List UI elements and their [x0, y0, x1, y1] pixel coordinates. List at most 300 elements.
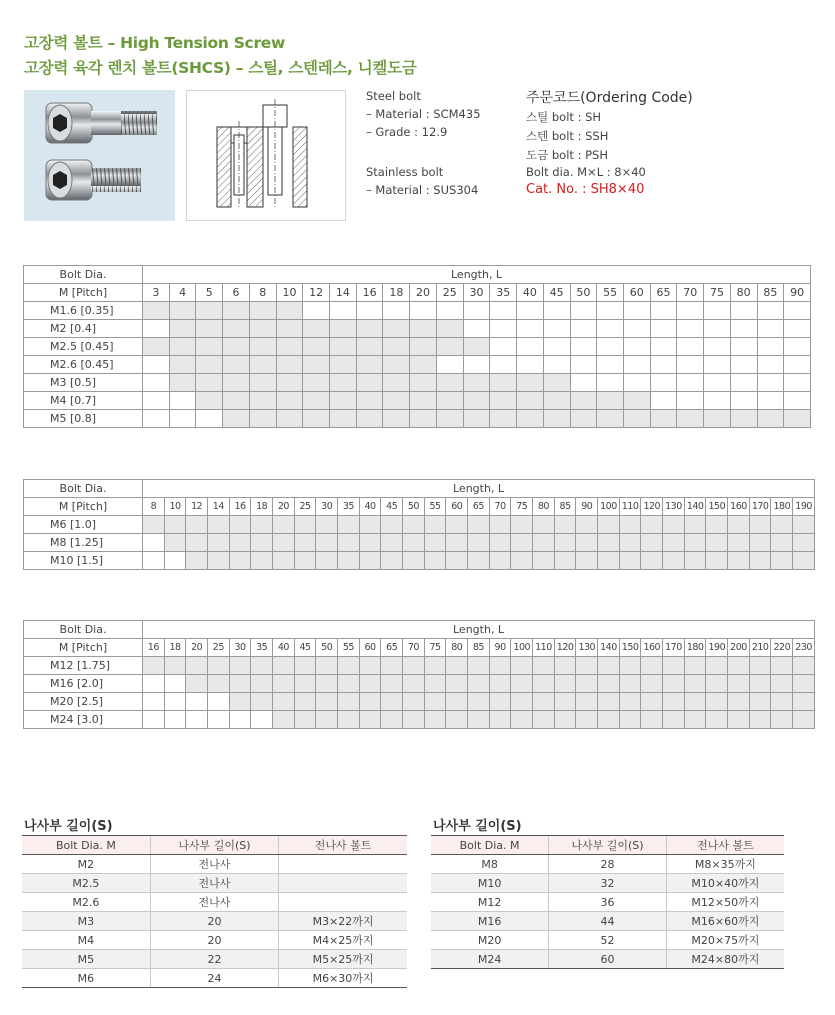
available-cell: [684, 657, 706, 675]
available-cell: [619, 552, 641, 570]
available-cell: [597, 392, 624, 410]
column-header: Bolt Dia. M: [22, 836, 150, 855]
available-cell: [554, 552, 576, 570]
table-row: [431, 893, 784, 912]
available-cell: [316, 534, 338, 552]
available-cell: [338, 711, 360, 729]
available-cell: [554, 693, 576, 711]
table-row: [24, 338, 811, 356]
available-cell: [641, 657, 663, 675]
table-row: [24, 552, 815, 570]
available-cell: [468, 516, 490, 534]
header-pitch: M [Pitch]: [24, 639, 143, 657]
available-cell: [728, 711, 750, 729]
empty-cell: [463, 320, 490, 338]
available-cell: [663, 552, 685, 570]
thread-length-title-right: 나사부 길이(S): [433, 819, 522, 834]
empty-cell: [143, 410, 170, 428]
bolt-dia-label: M8 [1.25]: [24, 534, 143, 552]
length-tick: 90: [576, 498, 598, 516]
available-cell: [511, 552, 533, 570]
table-cell: 20: [150, 931, 278, 950]
available-cell: [468, 711, 490, 729]
length-tick: 30: [463, 284, 490, 302]
available-cell: [598, 711, 620, 729]
column-header: 전나사 볼트: [279, 836, 407, 855]
available-cell: [143, 338, 170, 356]
available-cell: [251, 516, 273, 534]
length-tick: 35: [490, 284, 517, 302]
available-cell: [684, 675, 706, 693]
available-cell: [728, 534, 750, 552]
available-cell: [663, 657, 685, 675]
available-cell: [381, 516, 403, 534]
available-cell: [330, 374, 357, 392]
available-cell: [623, 392, 650, 410]
empty-cell: [623, 374, 650, 392]
available-cell: [728, 675, 750, 693]
available-cell: [383, 374, 410, 392]
length-tick: 65: [468, 498, 490, 516]
empty-cell: [650, 302, 677, 320]
bolt-dia-label: M5 [0.8]: [24, 410, 143, 428]
length-tick: 190: [793, 498, 815, 516]
table-cell: M3×22까지: [279, 912, 407, 931]
available-cell: [793, 552, 815, 570]
available-cell: [749, 675, 771, 693]
available-cell: [511, 516, 533, 534]
table-cell: 32: [549, 874, 667, 893]
available-cell: [223, 374, 250, 392]
table-row: [22, 969, 407, 988]
available-cell: [623, 410, 650, 428]
table-cell: 22: [150, 950, 278, 969]
table-row: [431, 874, 784, 893]
empty-cell: [164, 675, 186, 693]
available-cell: [208, 657, 230, 675]
available-cell: [330, 338, 357, 356]
available-cell: [436, 392, 463, 410]
bolt-dia-label: M16 [2.0]: [24, 675, 143, 693]
empty-cell: [410, 302, 437, 320]
length-tick: 100: [511, 639, 533, 657]
available-cell: [749, 711, 771, 729]
empty-cell: [330, 302, 357, 320]
available-cell: [598, 534, 620, 552]
available-cell: [793, 711, 815, 729]
available-cell: [196, 302, 223, 320]
available-cell: [249, 302, 276, 320]
available-cell: [403, 693, 425, 711]
available-cell: [229, 693, 251, 711]
empty-cell: [186, 693, 208, 711]
header-row: [22, 836, 407, 855]
empty-cell: [436, 356, 463, 374]
empty-cell: [677, 392, 704, 410]
available-cell: [294, 552, 316, 570]
available-cell: [771, 534, 793, 552]
available-cell: [410, 392, 437, 410]
length-tick: 70: [403, 639, 425, 657]
available-cell: [208, 534, 230, 552]
available-cell: [276, 320, 303, 338]
length-tick: 90: [784, 284, 811, 302]
available-cell: [436, 338, 463, 356]
available-cell: [570, 410, 597, 428]
empty-cell: [597, 302, 624, 320]
available-cell: [186, 534, 208, 552]
available-cell: [303, 392, 330, 410]
available-cell: [229, 534, 251, 552]
available-cell: [468, 657, 490, 675]
available-cell: [356, 338, 383, 356]
available-cell: [196, 392, 223, 410]
available-cell: [381, 534, 403, 552]
length-tick: 180: [684, 639, 706, 657]
length-tick: 110: [533, 639, 555, 657]
available-cell: [641, 516, 663, 534]
table-row: [22, 874, 407, 893]
available-cell: [554, 516, 576, 534]
available-cell: [749, 534, 771, 552]
available-cell: [316, 657, 338, 675]
table-row: [24, 302, 811, 320]
length-tick: 210: [749, 639, 771, 657]
available-cell: [554, 675, 576, 693]
length-tick: 80: [730, 284, 757, 302]
length-tick: 25: [208, 639, 230, 657]
available-cell: [223, 320, 250, 338]
empty-cell: [784, 302, 811, 320]
bolt-dia-label: M4 [0.7]: [24, 392, 143, 410]
empty-cell: [730, 338, 757, 356]
available-cell: [517, 392, 544, 410]
available-cell: [706, 516, 728, 534]
column-header: 나사부 길이(S): [150, 836, 278, 855]
length-tick: 45: [294, 639, 316, 657]
length-tick: 150: [706, 498, 728, 516]
bolt-photo: [24, 90, 175, 221]
empty-cell: [650, 320, 677, 338]
length-tick: 60: [623, 284, 650, 302]
length-tick: 85: [468, 639, 490, 657]
empty-cell: [543, 320, 570, 338]
available-cell: [619, 711, 641, 729]
available-cell: [436, 410, 463, 428]
table-cell: M5×25까지: [279, 950, 407, 969]
length-tick: 50: [316, 639, 338, 657]
available-cell: [424, 693, 446, 711]
length-tick: 20: [186, 639, 208, 657]
table-cell: M4: [22, 931, 150, 950]
length-table-large: [23, 620, 815, 729]
length-tick: 120: [641, 498, 663, 516]
empty-cell: [623, 320, 650, 338]
available-cell: [381, 657, 403, 675]
length-tick-row: [24, 284, 811, 302]
available-cell: [381, 675, 403, 693]
available-cell: [383, 392, 410, 410]
available-cell: [424, 675, 446, 693]
empty-cell: [650, 338, 677, 356]
empty-cell: [570, 356, 597, 374]
thread-length-title-left: 나사부 길이(S): [24, 819, 113, 834]
available-cell: [403, 552, 425, 570]
table-cell: M8×35까지: [666, 855, 784, 874]
available-cell: [273, 711, 295, 729]
length-tick: 70: [489, 498, 511, 516]
available-cell: [446, 657, 468, 675]
available-cell: [533, 657, 555, 675]
available-cell: [489, 516, 511, 534]
length-tick: 3: [143, 284, 170, 302]
empty-cell: [143, 392, 170, 410]
empty-cell: [677, 338, 704, 356]
available-cell: [294, 534, 316, 552]
available-cell: [749, 657, 771, 675]
length-tick: 55: [597, 284, 624, 302]
page-title: 고장력 볼트 – High Tension Screw: [24, 34, 286, 52]
available-cell: [650, 410, 677, 428]
empty-cell: [463, 356, 490, 374]
length-tick: 50: [403, 498, 425, 516]
available-cell: [489, 657, 511, 675]
available-cell: [276, 392, 303, 410]
available-cell: [303, 356, 330, 374]
length-tick: 130: [663, 498, 685, 516]
available-cell: [771, 657, 793, 675]
available-cell: [598, 552, 620, 570]
empty-cell: [757, 392, 784, 410]
available-cell: [706, 534, 728, 552]
available-cell: [706, 657, 728, 675]
available-cell: [511, 534, 533, 552]
length-tick: 75: [424, 639, 446, 657]
available-cell: [249, 320, 276, 338]
empty-cell: [730, 302, 757, 320]
length-tick: 75: [511, 498, 533, 516]
table-cell: M6×30까지: [279, 969, 407, 988]
empty-cell: [196, 410, 223, 428]
empty-cell: [704, 374, 731, 392]
column-header: 나사부 길이(S): [549, 836, 667, 855]
available-cell: [273, 534, 295, 552]
available-cell: [229, 657, 251, 675]
available-cell: [316, 516, 338, 534]
available-cell: [576, 657, 598, 675]
available-cell: [793, 657, 815, 675]
available-cell: [330, 392, 357, 410]
length-tick: 75: [704, 284, 731, 302]
available-cell: [356, 410, 383, 428]
empty-cell: [704, 338, 731, 356]
empty-cell: [383, 302, 410, 320]
available-cell: [771, 693, 793, 711]
available-cell: [316, 711, 338, 729]
available-cell: [403, 516, 425, 534]
length-tick: 10: [164, 498, 186, 516]
header-row: [431, 836, 784, 855]
available-cell: [359, 534, 381, 552]
available-cell: [490, 410, 517, 428]
available-cell: [728, 516, 750, 534]
available-cell: [223, 392, 250, 410]
available-cell: [410, 410, 437, 428]
available-cell: [490, 374, 517, 392]
table-cell: M24×80까지: [666, 950, 784, 969]
length-tick: 40: [273, 639, 295, 657]
length-tick: 65: [650, 284, 677, 302]
available-cell: [186, 552, 208, 570]
available-cell: [249, 356, 276, 374]
available-cell: [424, 552, 446, 570]
available-cell: [468, 534, 490, 552]
available-cell: [533, 534, 555, 552]
length-tick: 12: [303, 284, 330, 302]
available-cell: [619, 675, 641, 693]
available-cell: [576, 516, 598, 534]
available-cell: [684, 693, 706, 711]
length-tick: 14: [208, 498, 230, 516]
length-tick: 170: [663, 639, 685, 657]
available-cell: [143, 657, 165, 675]
available-cell: [410, 356, 437, 374]
available-cell: [330, 320, 357, 338]
table-row: [431, 855, 784, 874]
bolt-dia-label: M1.6 [0.35]: [24, 302, 143, 320]
table-cell: 20: [150, 912, 278, 931]
available-cell: [316, 552, 338, 570]
bolt-dia-label: M3 [0.5]: [24, 374, 143, 392]
available-cell: [576, 693, 598, 711]
order-line-steel: 스틸 bolt : SH: [526, 110, 602, 124]
available-cell: [303, 338, 330, 356]
available-cell: [294, 675, 316, 693]
length-tick: 18: [251, 498, 273, 516]
available-cell: [356, 374, 383, 392]
available-cell: [704, 410, 731, 428]
header-length: Length, L: [143, 480, 815, 498]
empty-cell: [517, 356, 544, 374]
table-row: [22, 931, 407, 950]
empty-cell: [490, 338, 517, 356]
empty-cell: [784, 338, 811, 356]
available-cell: [338, 675, 360, 693]
available-cell: [223, 302, 250, 320]
available-cell: [196, 338, 223, 356]
bolt-dia-label: M12 [1.75]: [24, 657, 143, 675]
length-tick: 130: [576, 639, 598, 657]
available-cell: [576, 711, 598, 729]
available-cell: [294, 711, 316, 729]
available-cell: [164, 534, 186, 552]
length-tick: 6: [223, 284, 250, 302]
column-header: 전나사 볼트: [666, 836, 784, 855]
available-cell: [383, 338, 410, 356]
length-tick: 140: [598, 639, 620, 657]
available-cell: [706, 711, 728, 729]
available-cell: [749, 552, 771, 570]
table-row: [24, 693, 815, 711]
available-cell: [196, 374, 223, 392]
available-cell: [463, 392, 490, 410]
table-cell: M10: [431, 874, 549, 893]
order-line-stainless: 스텐 bolt : SSH: [526, 129, 609, 143]
empty-cell: [169, 410, 196, 428]
table-cell: [279, 893, 407, 912]
available-cell: [356, 320, 383, 338]
available-cell: [793, 675, 815, 693]
column-header: Bolt Dia. M: [431, 836, 549, 855]
empty-cell: [757, 302, 784, 320]
available-cell: [619, 657, 641, 675]
available-cell: [330, 356, 357, 374]
available-cell: [359, 552, 381, 570]
available-cell: [338, 693, 360, 711]
available-cell: [223, 356, 250, 374]
bolt-dia-label: M2.5 [0.45]: [24, 338, 143, 356]
available-cell: [359, 693, 381, 711]
available-cell: [251, 534, 273, 552]
empty-cell: [704, 356, 731, 374]
available-cell: [196, 356, 223, 374]
table-cell: M10×40까지: [666, 874, 784, 893]
available-cell: [641, 534, 663, 552]
available-cell: [186, 675, 208, 693]
table-cell: 44: [549, 912, 667, 931]
empty-cell: [784, 374, 811, 392]
length-tick: 10: [276, 284, 303, 302]
available-cell: [463, 410, 490, 428]
available-cell: [576, 552, 598, 570]
length-tick: 45: [543, 284, 570, 302]
header-row: [24, 266, 811, 284]
empty-cell: [356, 302, 383, 320]
available-cell: [249, 392, 276, 410]
bolt-section-drawing: [186, 90, 346, 221]
available-cell: [294, 516, 316, 534]
length-tick: 35: [338, 498, 360, 516]
table-row: [431, 912, 784, 931]
empty-cell: [570, 320, 597, 338]
table-row: [24, 711, 815, 729]
available-cell: [303, 374, 330, 392]
available-cell: [468, 675, 490, 693]
empty-cell: [229, 711, 251, 729]
empty-cell: [143, 534, 165, 552]
available-cell: [223, 410, 250, 428]
available-cell: [251, 657, 273, 675]
available-cell: [251, 693, 273, 711]
available-cell: [641, 711, 663, 729]
header-bolt-dia: Bolt Dia.: [24, 621, 143, 639]
table-cell: 36: [549, 893, 667, 912]
available-cell: [749, 693, 771, 711]
length-tick: 190: [706, 639, 728, 657]
length-tick: 4: [169, 284, 196, 302]
empty-cell: [757, 320, 784, 338]
available-cell: [410, 338, 437, 356]
available-cell: [511, 693, 533, 711]
table-cell: 28: [549, 855, 667, 874]
bolt-dia-label: M6 [1.0]: [24, 516, 143, 534]
available-cell: [446, 711, 468, 729]
empty-cell: [490, 356, 517, 374]
table-row: [24, 320, 811, 338]
length-tick: 25: [436, 284, 463, 302]
table-row: [431, 950, 784, 969]
table-row: [24, 675, 815, 693]
